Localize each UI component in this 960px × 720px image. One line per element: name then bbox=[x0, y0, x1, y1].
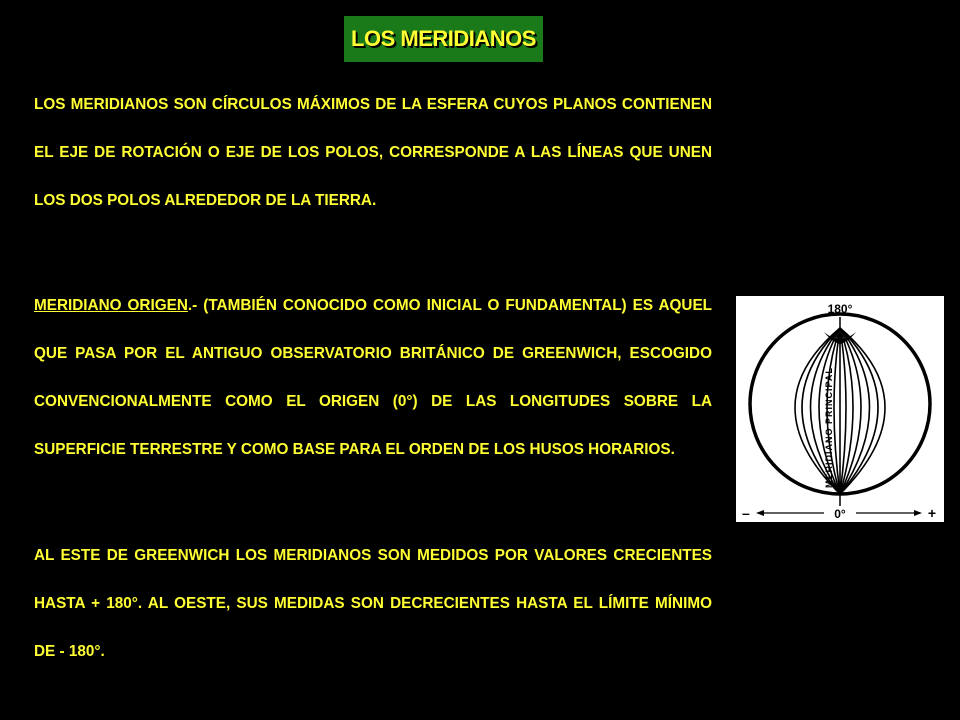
label-180: 180° bbox=[827, 302, 853, 316]
label-minus: – bbox=[742, 505, 750, 521]
paragraph-east-west: AL ESTE DE GREENWICH LOS MERIDIANOS SON MEDIDOS POR VALORES CRECIENTES HASTA + 180°. AL OESTE, SUS MEDIDAS SON DECRECIENTES HASTA EL LÍMITE MÍNIMO DE - 180°. bbox=[34, 547, 712, 660]
meridiano-origen-text: (TAMBIÉN CONOCIDO COMO INICIAL O FUNDAMENTAL) ES AQUEL QUE PASA POR EL ANTIGUO OBSERVATORIO BRITÁNICO DE GREENWICH, ESCOGIDO CONVENCIONALMENTE COMO EL ORIGEN (0°) DE LAS LONGITUDES SOBRE LA SUPERFICIE TERRESTRE Y COMO BASE PARA EL ORDEN DE LOS HUSOS HORARIOS. bbox=[34, 297, 713, 458]
label-plus: + bbox=[927, 505, 937, 521]
meridiano-origen-term: MERIDIANO ORIGEN bbox=[34, 297, 188, 314]
globe-illustration bbox=[736, 296, 944, 522]
term-separator: .- bbox=[187, 297, 198, 314]
meridian-lines bbox=[795, 328, 885, 494]
meridians-diagram bbox=[736, 296, 944, 522]
meridian-w1 bbox=[834, 328, 840, 494]
meridian-e1 bbox=[840, 328, 846, 494]
page-title: LOS MERIDIANOS bbox=[351, 26, 536, 51]
paragraph-definition: LOS MERIDIANOS SON CÍRCULOS MÁXIMOS DE LA ESFERA CUYOS PLANOS CONTIENEN EL EJE DE ROTACIÓN O EJE DE LOS POLOS, CORRESPONDE A LAS LÍNEAS QUE UNEN LOS DOS POLOS ALREDEDOR DE LA TIERRA. bbox=[34, 96, 712, 209]
meridian-principal-label: MERIDIANO PRINCIPAL bbox=[824, 367, 834, 488]
paragraph-meridiano-origen bbox=[34, 282, 712, 474]
west-arrowhead bbox=[756, 510, 764, 516]
label-0: 0° bbox=[834, 507, 846, 521]
globe bbox=[750, 314, 930, 494]
title-banner bbox=[344, 16, 543, 62]
east-arrowhead bbox=[914, 510, 922, 516]
